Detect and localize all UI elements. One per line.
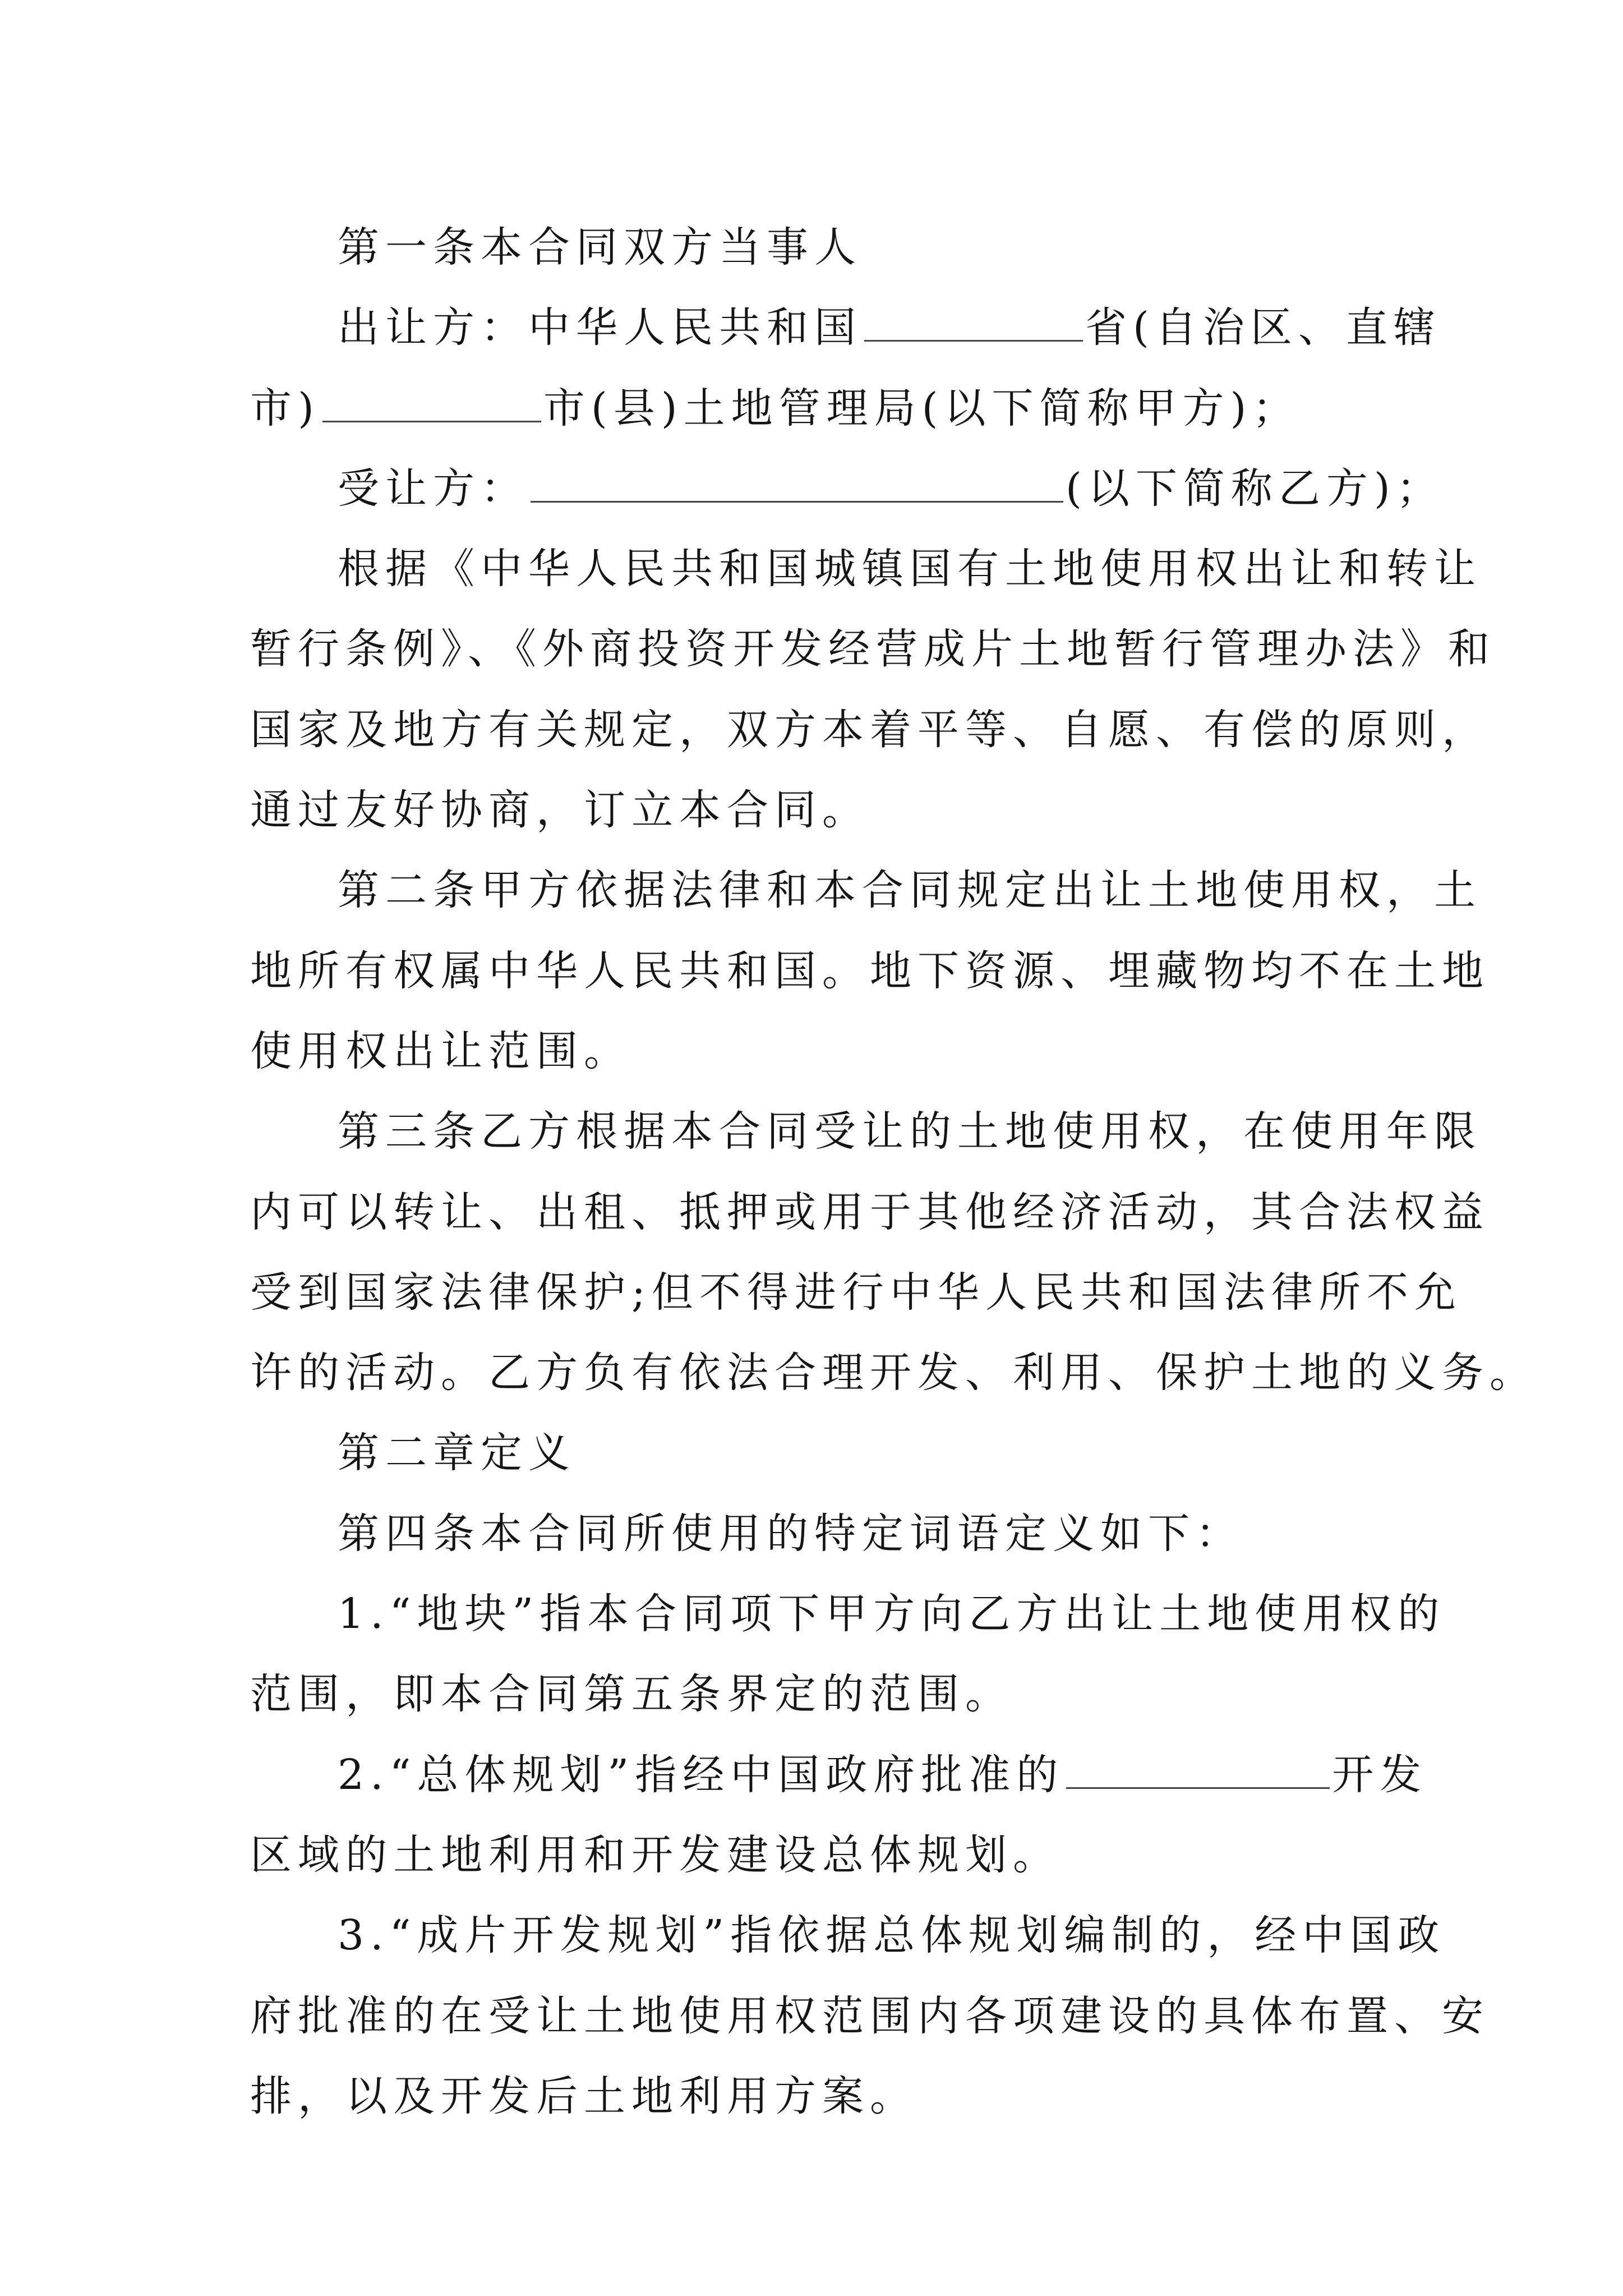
paragraph-line: 根据《中华人民共和国城镇国有土地使用权出让和转让 <box>338 545 1482 593</box>
province-blank-field[interactable] <box>864 306 1083 342</box>
article-4-heading: 第四条本合同所使用的特定词语定义如下： <box>338 1509 1243 1558</box>
paragraph-line: 受到国家法律保护;但不得进行中华人民共和国法律所不允 <box>250 1268 1462 1317</box>
paragraph-line: 府批准的在受让土地使用权范围内各项建设的具体布置、安 <box>250 1991 1490 2040</box>
document-body <box>250 208 1537 2137</box>
grantee-line: 受让方： (以下简称乙方)； <box>338 464 1444 513</box>
article-2-line: 第二条甲方依据法律和本合同规定出让土地使用权，土 <box>338 866 1482 915</box>
paragraph-line: 使用权出让范围。 <box>250 1027 631 1075</box>
paragraph-line: 区域的土地利用和开发建设总体规划。 <box>250 1830 1061 1879</box>
grantor-line-cont: 市) 市(县)土地管理局(以下简称甲方)； <box>250 384 1301 432</box>
paragraph-line: 国家及地方有关规定，双方本着平等、自愿、有偿的原则， <box>250 705 1490 754</box>
definition-2-line: 2.“总体规划”指经中国政府批准的 开发 <box>338 1750 1428 1799</box>
chapter-2-heading: 第二章定义 <box>338 1429 576 1478</box>
article-3-line: 第三条乙方根据本合同受让的土地使用权，在使用年限 <box>338 1107 1482 1156</box>
paragraph-line: 范围，即本合同第五条界定的范围。 <box>250 1670 1013 1719</box>
paragraph-line: 许的活动。乙方负有依法合理开发、利用、保护土地的义务。 <box>250 1349 1537 1397</box>
grantee-blank-field[interactable] <box>531 467 1063 503</box>
development-zone-blank-field[interactable] <box>1066 1754 1330 1789</box>
paragraph-line: 地所有权属中华人民共和国。地下资源、埋藏物均不在土地 <box>250 946 1490 995</box>
article-1-heading: 第一条本合同双方当事人 <box>338 223 862 272</box>
paragraph-line: 暂行条例》、《外商投资开发经营成片土地暂行管理办法》和 <box>250 625 1496 674</box>
paragraph-line: 内可以转让、出租、抵押或用于其他经济活动，其合法权益 <box>250 1188 1490 1236</box>
definition-1-line: 1.“地块”指本合同项下甲方向乙方出让土地使用权的 <box>338 1590 1446 1639</box>
paragraph-line: 排，以及开发后土地利用方案。 <box>250 2072 917 2120</box>
definition-3-line: 3.“成片开发规划”指依据总体规划编制的，经中国政 <box>338 1911 1446 1960</box>
paragraph-line: 通过友好协商，订立本合同。 <box>250 786 870 835</box>
grantor-line: 出让方：中华人民共和国 省(自治区、直辖 <box>338 303 1441 352</box>
city-blank-field[interactable] <box>322 387 541 422</box>
